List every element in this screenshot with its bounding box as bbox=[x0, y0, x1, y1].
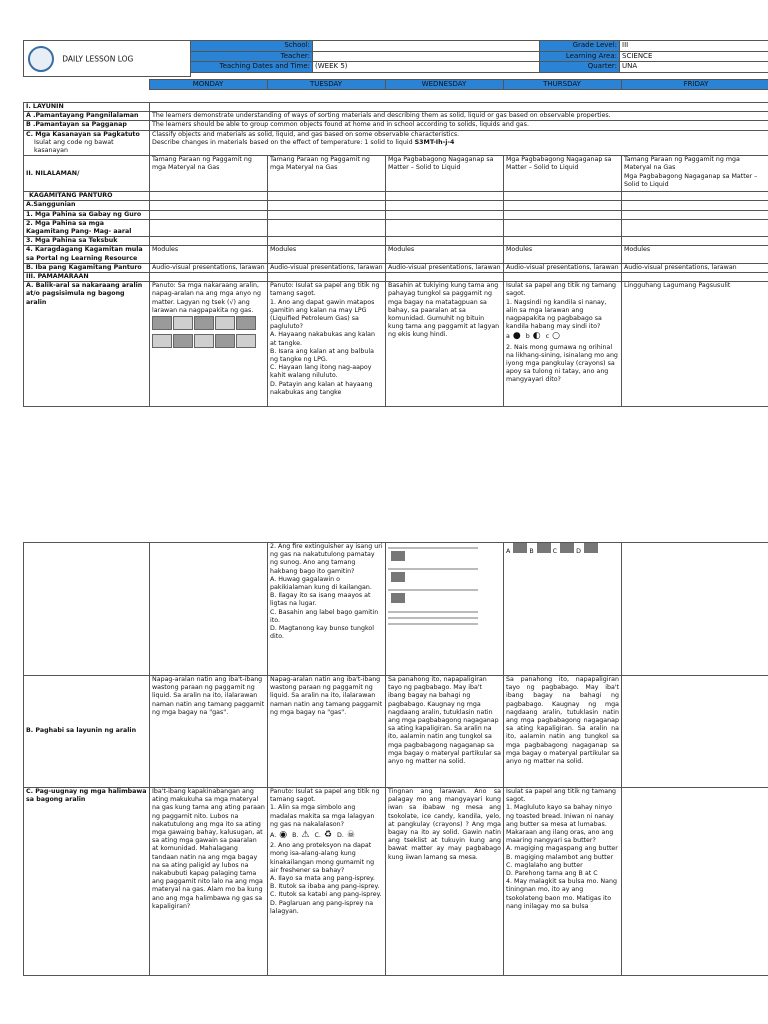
row-gabay: 1. Mga Pahina sa Gabay ng Guro bbox=[24, 210, 150, 219]
image-a-icon bbox=[513, 543, 527, 553]
balik-mon: Panuto: Sa mga nakaraang aralin, napag-aralan na ang mga anyo ng matter. Lagyan ng tsek (√) ang larawan na nagpapakita ng gas. bbox=[152, 282, 261, 314]
balik-tue: Panuto: Isulat sa papel ang titik ng tamang sagot. 1. Ano ang dapat gawin matapos gamitin ang kalan na may LPG (Liquified Petroleum Gas) sa pagluluto? A. Hayaang nakabukas ang kalan at tangke. B. Isara ang kalan at ang balbula ng tangke ng LPG. C. Hayaan lang itong nag-aapoy kahit walang niluluto. D. Patayin ang kalan at hayaang nakabukas ang tangke bbox=[268, 282, 386, 407]
row-pag-label: C. Pag-uugnay ng mga halimbawa sa bagong aralin bbox=[24, 788, 150, 976]
warning-icon: ⚠ bbox=[301, 830, 310, 841]
spray-icon bbox=[391, 593, 405, 603]
nilalaman-mon: Tamang Paraan ng Paggamit ng mga Materyal na Gas bbox=[150, 156, 268, 192]
day-wednesday: WEDNESDAY bbox=[385, 80, 503, 90]
iba-wed: Audio-visual presentations, larawan bbox=[386, 263, 504, 272]
candle-b-icon: ◐ bbox=[532, 331, 541, 342]
lpg-icon bbox=[391, 572, 405, 582]
teacher-label: Teacher: bbox=[191, 51, 313, 62]
option-b-label: b bbox=[525, 333, 530, 341]
row-kasanayan-label: C. Mga Kasanayan sa Pagkatuto bbox=[26, 130, 140, 138]
fire-extinguisher-icon bbox=[391, 551, 405, 561]
lesson-table-2 bbox=[23, 542, 768, 976]
balik-thu-cell bbox=[504, 282, 622, 407]
row-karagdagang: 4. Karagdagang Kagamitan mula sa Portal ng Learning Resource bbox=[24, 246, 150, 263]
row-pagganap-text: The learners should be able to group common objects found at home and in school according to solids, liquids and gas. bbox=[150, 121, 768, 130]
flame-icon: ◉ bbox=[279, 830, 288, 841]
gas-images bbox=[152, 315, 265, 351]
row-kasanayan-text-cell bbox=[150, 130, 768, 156]
option-a-label: a bbox=[506, 333, 510, 341]
nilalaman-fri-2: Mga Pagbabagong Nagaganap sa Matter – Solid to Liquid bbox=[624, 172, 758, 188]
img-d-label: D bbox=[576, 548, 581, 555]
dates-label: Teaching Dates and Time: bbox=[191, 62, 313, 73]
header-title-cell bbox=[24, 41, 191, 77]
candle-c-icon: ○ bbox=[552, 331, 560, 342]
row-sanggunian: A.Sanggunian bbox=[24, 201, 150, 210]
row-pamantayang-text: The learners demonstrate understanding of ways of sorting materials and describing them as solid, liquid or gas based on observable properties. bbox=[150, 112, 768, 121]
row-pamantayang-label: A .Pamantayang Pangnilalaman bbox=[24, 112, 150, 121]
row-kagamitang: KAGAMITANG PANTURO bbox=[24, 192, 150, 201]
pag-tue-1: Panuto: Isulat sa papel ang titik ng tamang sagot. 1. Alin sa mga simbolo ang madalas makita sa mga lalagyan ng gas na nakalalason? bbox=[270, 788, 380, 828]
symbol-c-label: C. bbox=[314, 832, 321, 840]
day-friday: FRIDAY bbox=[621, 80, 768, 90]
modules-thu: Modules bbox=[504, 246, 622, 263]
row-kasanayan-text2: Describe changes in materials based on the effect of temperature: 1 solid to liquid bbox=[152, 138, 413, 146]
skull-icon: ☠ bbox=[346, 830, 355, 841]
day-monday: MONDAY bbox=[149, 80, 267, 90]
nilalaman-thu: Mga Pagbabagong Nagaganap sa Matter – Solid to Liquid bbox=[504, 156, 622, 192]
iba-thu: Audio-visual presentations, larawan bbox=[504, 263, 622, 272]
row-balik-label: A. Balik-aral sa nakaraang aralin at/o pagsisimula ng bagong aralin bbox=[24, 282, 150, 407]
smoke-image-icon bbox=[173, 316, 193, 330]
row-kasanayan-code: S3MT-Ih-j-4 bbox=[414, 138, 455, 146]
candle-options bbox=[506, 332, 619, 341]
pag-mon: Iba't-ibang kapakinabangan ang ating makukuha sa mga materyal na gas kung tama ang ating paraan ng paggamit nito. Lubos na nakatutulong ang mga ito sa ating mga gawaing bahay, kalusugan, at sa ating mga gawain sa paaralan at komunidad. Mahalagang tandaan natin na ang mga bagay na sa ating paligid ay lubos na nakabubuti kapag palaging tama ang paggamit nito lalo na ang mga materyal na gas. Alam mo ba kung ano ang mga halimbawa ng gas sa kapaligiran? bbox=[150, 788, 268, 976]
paghabi-mon: Napag-aralan natin ang iba't-ibang wastong paraan ng paggamit ng liquid. Sa aralin na ito, ilalarawan naman natin ang tamang paggamit ng mga bagay na "gas". bbox=[150, 676, 268, 788]
paghabi-thu: Sa panahong ito, napapaligiran tayo ng pagbabago. May iba't ibang bagay na bahagi ng pagbabago. Kaugnay ng mga nagdaang aralin, tutuklasin natin ang mga pagbabagong nagaganap sa ating kapaligiran. Sa aralin na ito, aalamin natin ang tungkol sa mga pagbabagong nagaganap sa mga bagay o materyal partikular sa anyo ng matter na solid. bbox=[504, 676, 622, 788]
img-b-label: B bbox=[529, 548, 534, 555]
symbol-b-label: B. bbox=[292, 832, 299, 840]
page-2 bbox=[23, 542, 768, 976]
nilalaman-tue: Tamang Paraan ng Paggamit ng mga Materyal na Gas bbox=[268, 156, 386, 192]
page-1 bbox=[23, 40, 768, 407]
balik-thu-1: Isulat sa papel ang titik ng tamang sagot. 1. Nagsindi ng kandila si nanay, alin sa mga larawan ang nagpapakita ng pagbabago sa kandila habang may sindi ito? bbox=[506, 282, 617, 331]
row-pamamaraan: III. PAMAMARAAN bbox=[24, 273, 150, 282]
image-c-icon bbox=[560, 543, 574, 553]
balik-fri: Lingguhang Lagumang Pagsusulit bbox=[622, 282, 768, 407]
image-b-icon bbox=[537, 543, 551, 553]
iba-fri: Audio-visual presentations, larawan bbox=[622, 263, 768, 272]
modules-mon: Modules bbox=[150, 246, 268, 263]
iba-mon: Audio-visual presentations, larawan bbox=[150, 263, 268, 272]
option-c-label: c bbox=[545, 333, 550, 341]
quarter-label: Quarter: bbox=[540, 62, 620, 73]
teacher-value[interactable] bbox=[313, 51, 540, 62]
balloon-image-icon bbox=[152, 316, 172, 330]
area-value[interactable]: SCIENCE bbox=[620, 51, 768, 62]
nilalaman-wed: Mga Pagbabagong Nagaganap sa Matter – Solid to Liquid bbox=[386, 156, 504, 192]
air-image-icon bbox=[236, 334, 256, 348]
balik-wed: Basahin at tukiying kung tama ang pahayag tungkol sa paggamit ng mga bagay na matatagpuan sa bahay, sa paaralan at sa komunidad. Gumuhit ng bituin kung tama ang paggamit at lagyan ng ekis kung hindi. bbox=[386, 282, 504, 407]
deped-seal-icon bbox=[28, 46, 54, 72]
symbol-a-label: A. bbox=[270, 832, 277, 840]
candle-a-icon: ● bbox=[512, 331, 521, 342]
grade-value[interactable]: III bbox=[620, 41, 768, 52]
row-kasanayan-sub: Isulat ang code ng bawat kasanayan bbox=[34, 138, 114, 155]
pag-tue-2: 2. Ano ang proteksyon na dapat mong isa-alang-alang kung kinakailangan mong gumamit ng air freshener sa bahay? A. Ilayo sa mata ang pang-isprey. B. Itutok sa ibaba ang pang-isprey. C. Itutok sa katabi ang pang-isprey. D. Paglaruan ang pang-isprey na lalagyan. bbox=[270, 842, 382, 915]
symbol-d-label: D. bbox=[337, 832, 344, 840]
dates-value[interactable]: (WEEK 5) bbox=[313, 62, 540, 73]
area-label: Learning Area: bbox=[540, 51, 620, 62]
grade-label: Grade Level: bbox=[540, 41, 620, 52]
rock-image-icon bbox=[194, 316, 214, 330]
day-thursday: THURSDAY bbox=[503, 80, 621, 90]
row-iba-label: B. Iba pang Kagamitang Panturo bbox=[24, 263, 150, 272]
days-header bbox=[23, 79, 768, 90]
nilalaman-fri: Tamang Paraan ng Paggamit ng mga Materyal na Gas bbox=[624, 156, 740, 172]
pag-wed: Tingnan ang larawan. Ano sa palagay mo ang mangyayari kung iwan sa ibabaw ng mesa ang tsokolate, ice candy, kandila, yelo, at pangkulay (crayons) ? Ang mga bagay na ito ay solid. Gawin natin ang tseklist at tukuyin kung ang bawat matter ay may pagbabago kung iiwan lamang sa mesa. bbox=[386, 788, 504, 976]
lesson-table-1 bbox=[23, 102, 768, 407]
row-pagganap-label: B .Pamantayan sa Pagganap bbox=[24, 121, 150, 130]
hazard-symbols bbox=[270, 831, 383, 840]
row-teksbuk: 3. Mga Pahina sa Teksbuk bbox=[24, 237, 150, 246]
fire-image-icon bbox=[215, 334, 235, 348]
img-a-label: A bbox=[506, 548, 511, 555]
thu-images bbox=[504, 543, 622, 676]
bottle-image-icon bbox=[152, 334, 172, 348]
paghabi-wed: Sa panahong ito, napapaligiran tayo ng pagbabago. May iba't ibang bagay na bahagi ng pagbabago. Kaugnay ng mga nagdaang aralin, tutuklasin natin ang mga pagbabagong nagaganap sa ating kapaligiran. Sa aralin na ito, aalamin natin ang tungkol sa mga pagbabagong nagaganap sa mga bagay o materyal partikular sa anyo ng matter na solid. bbox=[386, 676, 504, 788]
pag-tue-cell bbox=[268, 788, 386, 976]
modules-wed: Modules bbox=[386, 246, 504, 263]
school-label: School: bbox=[191, 41, 313, 52]
balik-mon-cell bbox=[150, 282, 268, 407]
tire-image-icon bbox=[194, 334, 214, 348]
day-tuesday: TUESDAY bbox=[267, 80, 385, 90]
image-d-icon bbox=[584, 543, 598, 553]
page-title: DAILY LESSON LOG bbox=[62, 54, 134, 63]
modules-fri: Modules bbox=[622, 246, 768, 263]
iba-tue: Audio-visual presentations, larawan bbox=[268, 263, 386, 272]
row-kagamitang-mag: 2. Mga Pahina sa mga Kagamitang Pang- Mag- aaral bbox=[24, 219, 150, 236]
cloud-image-icon bbox=[173, 334, 193, 348]
recycle-icon: ♻ bbox=[323, 830, 332, 841]
wed-checklist-image bbox=[386, 543, 504, 676]
quarter-value[interactable]: UNA bbox=[620, 62, 768, 73]
img-c-label: C bbox=[552, 548, 558, 555]
school-value[interactable] bbox=[313, 41, 540, 52]
paghabi-tue: Napag-aralan natin ang iba't-ibang wastong paraan ng paggamit ng liquid. Sa aralin na ito, ilalarawan naman natin ang tamang paggamit ng mga bagay na "gas". bbox=[268, 676, 386, 788]
row-nilalaman-label: II. NILALAMAN/ bbox=[24, 156, 150, 192]
row-paghabi-label: B. Paghabi sa layunin ng aralin bbox=[24, 676, 150, 788]
row-kasanayan-label-cell bbox=[24, 130, 150, 156]
tank-image-icon bbox=[236, 316, 256, 330]
cont-tue: 2. Ang fire extinguisher ay isang uri ng gas na nakatutulong pamatay ng sunog. Ano ang tamang hakbang bago ito gamitin? A. Huwag gagalawin o pakikialaman kung di kailangan. B. Ilagay ito sa isang maayos at ligtas na lugar. C. Basahin ang label bago gamitin ito. D. Magtanong kay bunso tungkol dito. bbox=[268, 543, 386, 676]
nilalaman-fri-cell bbox=[622, 156, 768, 192]
steam-image-icon bbox=[215, 316, 235, 330]
modules-tue: Modules bbox=[268, 246, 386, 263]
balik-thu-2: 2. Nais mong gumawa ng orihinal na likhang-sining, isinalang mo ang iyong mga pangkulay (crayons) sa apoy sa tulong ni tatay, ano ang mangyayari dito? bbox=[506, 343, 618, 384]
row-layunin: I. LAYUNIN bbox=[24, 103, 150, 112]
row-kasanayan-text1: Classify objects and materials as solid, liquid, and gas based on some observable characteristics. bbox=[152, 130, 460, 138]
header-table bbox=[23, 40, 768, 77]
pag-thu: Isulat sa papel ang titik ng tamang sagot. 1. Magluluto kayo sa bahay ninyo ng toasted bread. Iniwan ni nanay ang butter sa mesa at lumabas. Makaraan ang ilang oras, ano ang maaring nangyari sa butter? A. magiging magaspang ang butter B. magiging malambot ang butter C. maglalaho ang butter D. Parehong tama ang B at C 4. May malagkit sa bulsa mo. Nang tiningnan mo, ito ay ang tsokolateng baon mo. Matigas ito nang inilagay mo sa bulsa bbox=[504, 788, 622, 976]
